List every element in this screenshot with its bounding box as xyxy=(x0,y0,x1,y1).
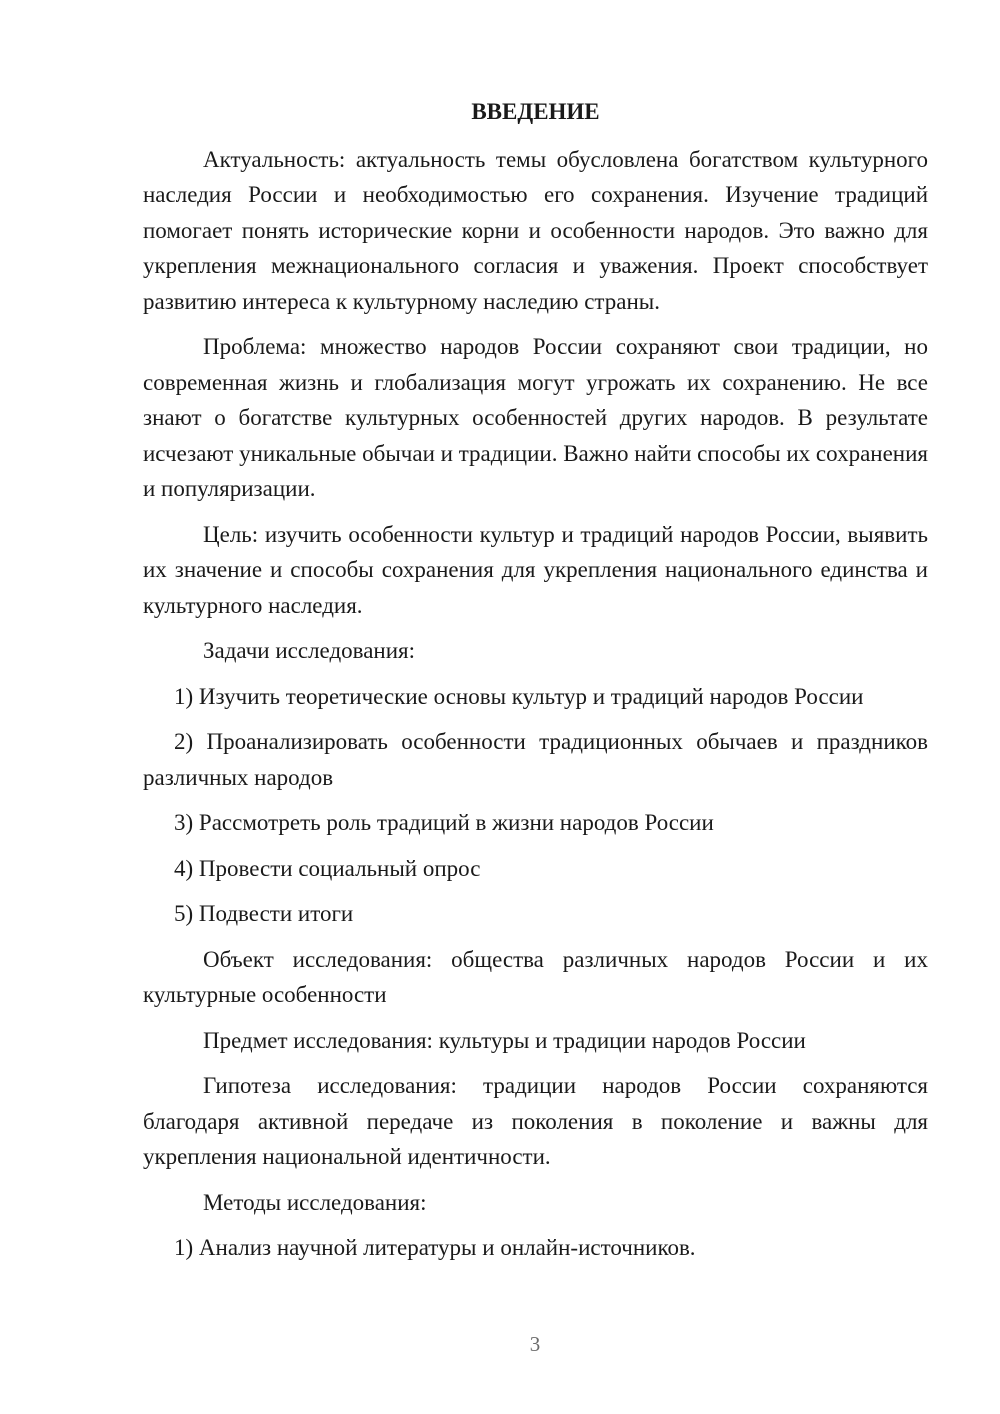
method-item: 1) Анализ научной литературы и онлайн-источников. xyxy=(174,1235,696,1260)
methods-heading: Методы исследования: xyxy=(203,1189,427,1215)
hypothesis-paragraph: Гипотеза исследования: традиции народов России сохраняются благодаря активной передаче из поколения в поколение и важны для укрепления национальной идентичности. xyxy=(143,1073,928,1169)
section-title: ВВЕДЕНИЕ xyxy=(471,99,600,124)
page-number: 3 xyxy=(529,1332,541,1356)
task-item: 5) Подвести итоги xyxy=(174,901,354,926)
task-item: 2) Проанализировать особенности традиционных обычаев и праздников различных народов xyxy=(143,729,928,790)
goal-paragraph: Цель: изучить особенности культур и традиций народов России, выявить их значение и способы сохранения для укрепления национального единства и культурного наследия. xyxy=(143,521,928,618)
relevance-paragraph: Актуальность: актуальность темы обусловлена богатством культурного наследия России и необходимостью его сохранения. Изучение традиций помогает понять исторические корни и особенности народов. Это важно для укрепления межнационального согласия и уважения. Проект способствует развитию интереса к культурному наследию страны. xyxy=(143,146,928,314)
subject-paragraph: Предмет исследования: культуры и традиции народов России xyxy=(203,1027,806,1053)
page-content xyxy=(143,94,928,1276)
tasks-heading: Задачи исследования: xyxy=(203,638,416,663)
task-item: 3) Рассмотреть роль традиций в жизни народов России xyxy=(174,810,714,835)
task-item: 1) Изучить теоретические основы культур и традиций народов России xyxy=(174,683,864,709)
problem-paragraph: Проблема: множество народов России сохраняют свои традиции, но современная жизнь и глобализация могут угрожать их сохранению. Не все знают о богатстве культурных особенностей других народов. В результате исчезают уникальные обычаи и традиции. Важно найти способы их сохранения и популяризации. xyxy=(143,334,928,501)
object-paragraph: Объект исследования: общества различных народов России и их культурные особенности xyxy=(143,946,928,1007)
task-item: 4) Провести социальный опрос xyxy=(174,855,481,881)
